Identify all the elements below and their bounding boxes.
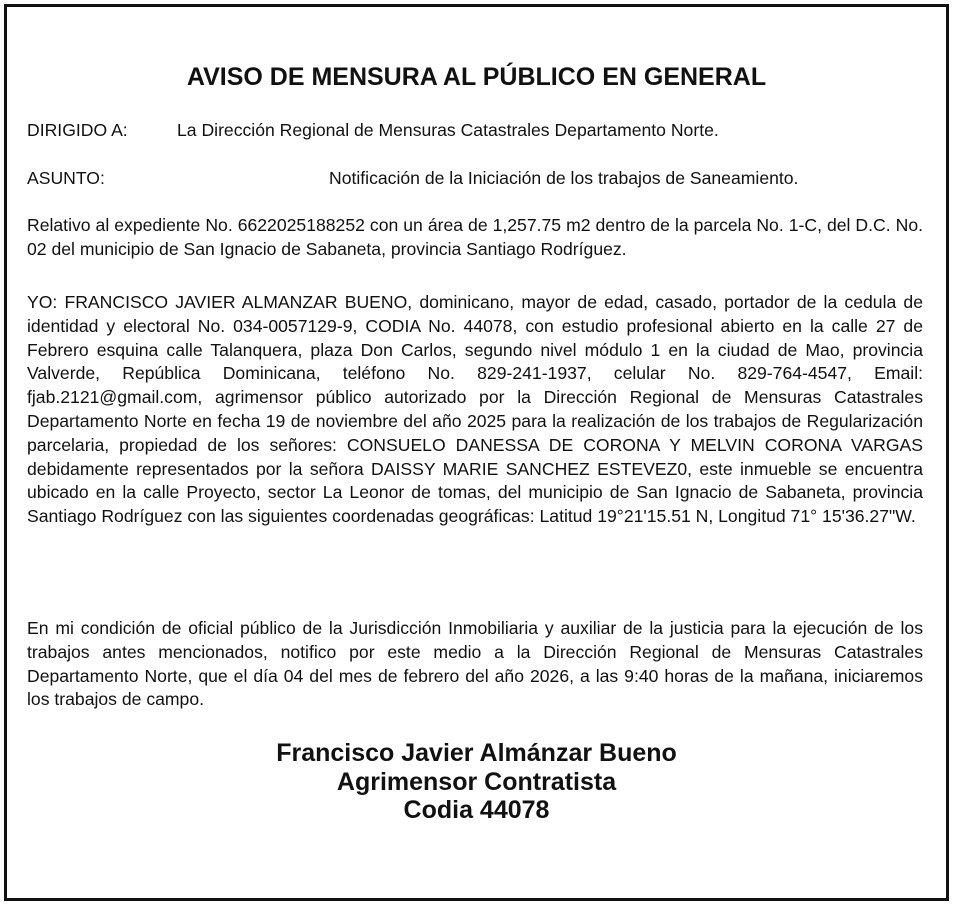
notice-border (4, 4, 949, 901)
dirigido-label: DIRIGIDO A: (27, 120, 128, 140)
dirigido-value: La Dirección Regional de Mensuras Catastrales Departamento Norte. (177, 120, 719, 140)
signature-role: Agrimensor Contratista (336, 767, 617, 796)
notice-title: AVISO DE MENSURA AL PÚBLICO EN GENERAL (186, 63, 767, 91)
asunto-value: Notificación de la Iniciación de los trabajos de Saneamiento. (329, 168, 799, 188)
paragraph-expediente: Relativo al expediente No. 6622025188252 con un área de 1,257.75 m2 dentro de la parcela No. 1-C, del D.C. No. 02 del municipio de San Ignacio de Sabaneta, provincia Santiago Rodríguez. (27, 215, 923, 259)
paragraph-declaration: YO: FRANCISCO JAVIER ALMANZAR BUENO, dominicano, mayor de edad, casado, portador de la cedula de identidad y electoral No. 034-0057129-9, CODIA No. 44078, con estudio profesional abierto en la calle 27 de Febrero esquina calle Talanquera, plaza Don Carlos, segundo nivel módulo 1 en la ciudad de Mao, provincia Valverde, República Dominicana, teléfono No. 829-241-1937, celular No. 829-764-4547, Email: fjab.2121@gmail.com, agrimensor público autorizado por la Dirección Regional de Mensuras Catastrales Departamento Norte en fecha 19 de noviembre del año 2025 para la realización de los trabajos de Regularización parcelaria, propiedad de los señores: CONSUELO DANESSA DE CORONA Y MELVIN CORONA VARGAS debidamente representados por la señora DAISSY MARIE SANCHEZ ESTEVEZ0, este inmueble se encuentra ubicado en la calle Proyecto, sector La Leonor de tomas, del municipio de San Ignacio de Sabaneta, provincia Santiago Rodríguez con las siguientes coordenadas geográficas: Latitud 19°21'15.51 N, Longitud 71° 15'36.27"W. (27, 292, 923, 527)
signature-name: Francisco Javier Almánzar Bueno (276, 739, 677, 767)
paragraph-notification: En mi condición de oficial público de la Jurisdicción Inmobiliaria y auxiliar de la justicia para la ejecución de los trabajos antes mencionados, notifico por este medio a la Dirección Regional de Mensuras Catastrales Departamento Norte, que el día 04 del mes de febrero del año 2026, a las 9:40 horas de la mañana, iniciaremos los trabajos de campo. (27, 618, 923, 710)
signature-codia: Codia 44078 (403, 796, 550, 824)
signature-block (7, 739, 946, 825)
asunto-label: ASUNTO: (27, 168, 105, 188)
